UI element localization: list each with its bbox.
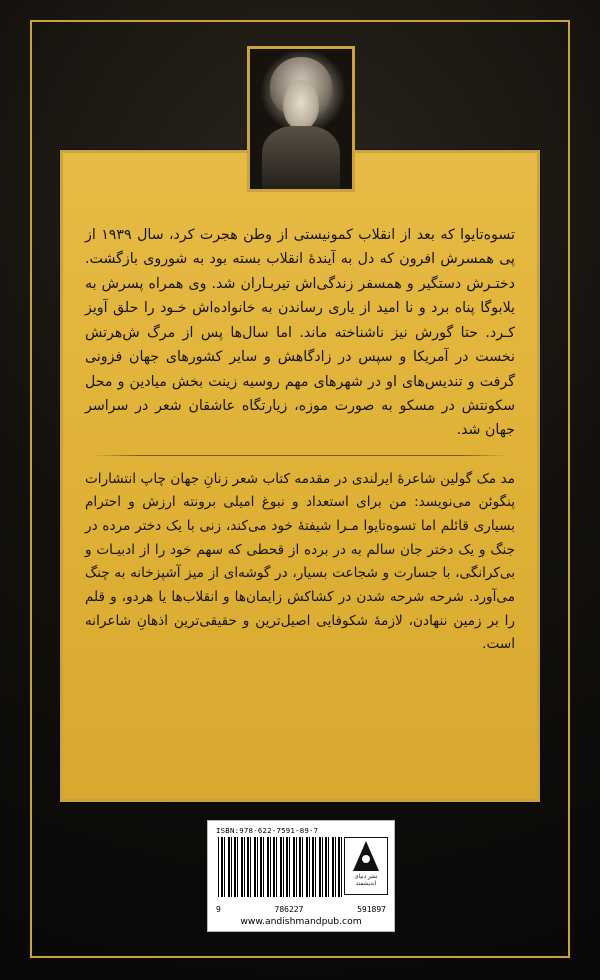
author-portrait-image: [250, 49, 352, 189]
barcode-digit-left: 9: [216, 905, 221, 914]
publisher-name: نشر دنیای اندیشمند: [354, 874, 378, 887]
isbn-label: ISBN:978-622-7591-89-7: [216, 826, 319, 835]
barcode-block: [207, 820, 395, 932]
barcode-row: [214, 837, 388, 907]
text-panel-inner: [63, 153, 537, 799]
author-portrait-frame: [247, 46, 355, 192]
biography-paragraph: تسوه‌تایوا که بعد از انقلاب کمونیستی از وطن هجرت کرد، سال ۱۹۳۹ از پی همسرش افرون که دل به آیندهٔ انقلاب بسته بود به شوروی بازگشت. دختـرش دستگیر و همسفر زندگی‌اش تیربـاران شد. وی همراه پسرش به یلابوگا پناه برد و نا امید از یاری رساندن به خانواده‌اش خـود را حلق آویز کـرد. حتا گورش نیز ناشناخته ماند. اما سال‌ها پس از مرگ ش‌هرتش نخست در آمریکا و سپس در زادگاهش و سایر کشورهای جهان فزونی گرفت و تندیس‌های او در شهرهای مهم روسیه زینت بخش میادین و محل سکونتش در مسکو به صورت موزه، زیارتگاه عاشقان شعر در سراسر جهان شد.: [85, 227, 515, 439]
barcode-digit-right: 591897: [357, 905, 386, 914]
barcode-digits: [214, 905, 388, 914]
barcode-bars: [218, 837, 344, 897]
quote-paragraph: مد مک گولین شاعرهٔ ایرلندی در مقدمه کتاب شعر زنانِ جهان چاپ انتشارات پنگوئن می‌نویسد: من برای استعداد و نبوغ امیلی برونته ارزش و احترام بسیاری قائلم اما تسوه‌تایوا مـرا شیفتهٔ خود می‌کند، زنی با یک دختر مرده در جنگ و یک دختر جان سالم به در برده از قحطی که سهم خود را از ادبیـات و بی‌کرانگی، با جسارت و شجاعت بسیار، در گوشه‌ای از میز آشپزخانه به چنگ می‌آورد. شرحه شرحه شدن در کشاکش زایمان‌ها و انقلاب‌ها یا هردو، و قلم را بر زمین ننهادن، لازمهٔ شکوفایی اصیل‌ترین و حقیقی‌ترین اذهانِ شاعرانه است.: [85, 470, 515, 653]
publisher-logo: [344, 837, 388, 895]
text-divider: [91, 455, 509, 456]
publisher-website: www.andishmandpub.com: [240, 916, 362, 927]
back-cover-text-panel: [60, 150, 540, 802]
portrait-face: [283, 80, 320, 130]
barcode-digit-middle: 786227: [274, 905, 304, 914]
publisher-mark-icon: [353, 841, 379, 871]
portrait-body: [262, 126, 340, 192]
